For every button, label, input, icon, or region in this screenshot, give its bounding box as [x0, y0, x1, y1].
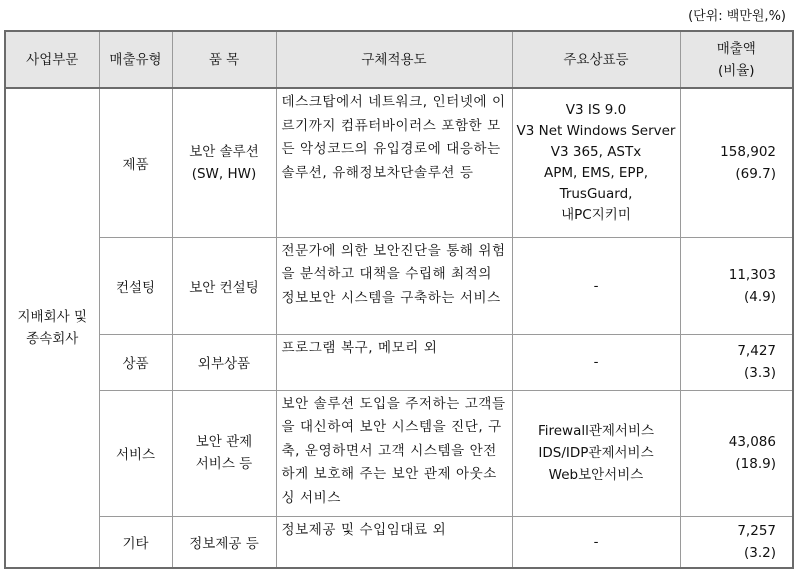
revenue-cell: 11,303 (4.9) — [680, 237, 793, 334]
header-brands: 주요상표등 — [512, 31, 680, 88]
table-row — [5, 516, 793, 568]
usage-cell: 보안 솔루션 도입을 주저하는 고객들을 대신하여 보안 시스템을 진단, 구축, 운영하면서 고객 시스템을 안전하게 보호해 주는 보안 관제 아웃소싱 서비스 — [276, 390, 512, 516]
header-division: 사업부문 — [5, 31, 99, 88]
usage-cell: 데스크탑에서 네트워크, 인터넷에 이르기까지 컴퓨터바이러스 포함한 모든 악성코드의 유입경로에 대응하는 솔루션, 유해정보차단솔루션 등 — [276, 88, 512, 237]
business-table — [4, 30, 794, 569]
header-usage: 구체적용도 — [276, 31, 512, 88]
header-item: 품 목 — [172, 31, 276, 88]
usage-cell: 프로그램 복구, 메모리 외 — [276, 334, 512, 390]
header-revenue — [680, 31, 793, 88]
usage-cell: 정보제공 및 수입임대료 외 — [276, 516, 512, 568]
table-row — [5, 334, 793, 390]
header-row — [5, 31, 793, 88]
item-cell: 정보제공 등 — [172, 516, 276, 568]
revenue-cell: 7,257 (3.2) — [680, 516, 793, 568]
usage-cell: 전문가에 의한 보안진단을 통해 위험을 분석하고 대책을 수립해 최적의 정보보안 시스템을 구축하는 서비스 — [276, 237, 512, 334]
brands-cell: - — [512, 334, 680, 390]
header-sales-type: 매출유형 — [99, 31, 172, 88]
header-revenue-label: 매출액 — [716, 40, 756, 57]
item-cell: 보안 관제 서비스 등 — [172, 390, 276, 516]
sales-type-cell: 서비스 — [99, 390, 172, 516]
brands-cell: Firewall관제서비스 IDS/IDP관제서비스 Web보안서비스 — [512, 390, 680, 516]
brands-cell: - — [512, 237, 680, 334]
brands-cell: V3 IS 9.0 V3 Net Windows Server V3 365, ASTx APM, EMS, EPP, TrusGuard, 내PC지키미 — [512, 88, 680, 237]
sales-type-cell: 기타 — [99, 516, 172, 568]
division-cell: 지배회사 및 종속회사 — [5, 88, 99, 568]
sales-type-cell: 상품 — [99, 334, 172, 390]
item-cell: 외부상품 — [172, 334, 276, 390]
brands-cell: - — [512, 516, 680, 568]
table-row — [5, 237, 793, 334]
sales-type-cell: 제품 — [99, 88, 172, 237]
revenue-cell: 158,902 (69.7) — [680, 88, 793, 237]
sales-type-cell: 컨설팅 — [99, 237, 172, 334]
item-cell: 보안 솔루션 (SW, HW) — [172, 88, 276, 237]
table-row — [5, 88, 793, 237]
item-cell: 보안 컨설팅 — [172, 237, 276, 334]
table-row — [5, 390, 793, 516]
unit-note: (단위: 백만원,%) — [688, 9, 786, 24]
revenue-cell: 43,086 (18.9) — [680, 390, 793, 516]
revenue-cell: 7,427 (3.3) — [680, 334, 793, 390]
header-ratio-label: (비율) — [717, 62, 755, 79]
